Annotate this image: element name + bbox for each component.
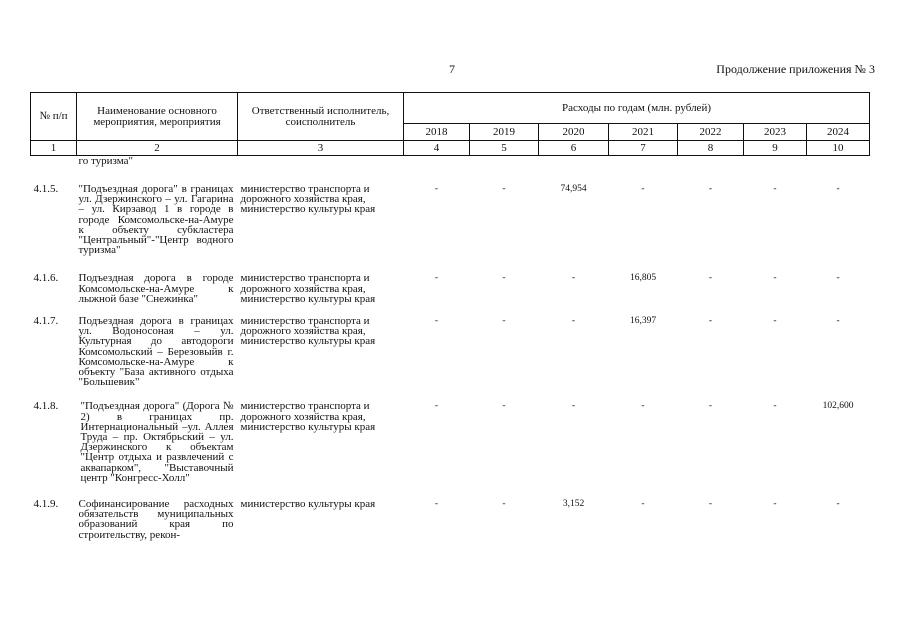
table-row bbox=[31, 316, 870, 387]
header-year-2023: 2023 bbox=[744, 124, 807, 141]
header-year-2018: 2018 bbox=[404, 124, 470, 141]
expense-value-2021: 16,397 bbox=[629, 316, 657, 327]
expense-value-2021: - bbox=[641, 184, 645, 194]
header-col-number: 6 bbox=[539, 141, 609, 156]
expense-value-2022: - bbox=[708, 273, 713, 284]
expense-value-2024: 102,600 bbox=[822, 401, 854, 412]
expenses-table-container bbox=[30, 92, 869, 540]
expense-value-2024: - bbox=[836, 184, 840, 194]
expense-value-2023: - bbox=[773, 316, 777, 327]
expense-value-2021: - bbox=[641, 401, 645, 412]
expense-value-2023: - bbox=[773, 184, 777, 194]
expense-value-2023: - bbox=[773, 499, 777, 510]
executor: министерство транспорта и дорожного хозяйства края, министерство культуры края bbox=[240, 272, 376, 305]
table-row bbox=[31, 401, 870, 483]
expense-value-2024: - bbox=[836, 316, 840, 327]
row-number: 4.1.7. bbox=[33, 315, 59, 328]
expense-value-2019: - bbox=[502, 273, 506, 284]
event-name: Софинансирование расходных обязательств муниципальных образований края по строительству, рекон- bbox=[78, 498, 234, 541]
expense-value-2018: - bbox=[434, 499, 439, 510]
header-year-2020: 2020 bbox=[539, 124, 609, 141]
expense-value-2024: - bbox=[836, 499, 840, 510]
expense-value-2022: - bbox=[708, 316, 713, 327]
event-name: Подъездная дорога в городе Комсомольске-на-Амуре к лыжной базе "Снежинка" bbox=[78, 272, 234, 305]
header-col-number: 7 bbox=[609, 141, 678, 156]
expenses-table bbox=[30, 92, 870, 540]
event-name: Подъездная дорога в границах ул. Водоносоная – ул. Культурная до автодороги Комсомольский – Березовыйв г. Комсомольске-на-Амуре к объекту "База активного отдыха "Большевик" bbox=[78, 315, 234, 389]
header-costs: Расходы по годам (млн. рублей) bbox=[404, 93, 870, 124]
expense-value-2020: - bbox=[571, 401, 576, 412]
page-number: 7 bbox=[449, 62, 455, 76]
header-executor: Ответственный исполнитель, соисполнитель bbox=[238, 93, 404, 141]
expense-value-2019: - bbox=[502, 184, 506, 194]
expense-value-2021: - bbox=[641, 499, 645, 510]
executor: министерство транспорта и дорожного хозяйства края, министерство культуры края bbox=[240, 400, 376, 433]
table-row bbox=[31, 184, 870, 255]
expense-value-2018: - bbox=[434, 184, 439, 194]
event-name: "Подъездная дорога" (Дорога № 2) в границах пр. Интернациональный –ул. Аллея Труда – пр. Октябрьский – ул. Дзержинского к объектам "Центр отдыха и развлечений с аквапарком", "Выставочный центр "Конгресс-Холл" bbox=[80, 400, 234, 484]
expense-value-2022: - bbox=[708, 401, 713, 412]
expense-value-2020: - bbox=[571, 273, 576, 284]
event-name: "Подъездная дорога" в границах ул. Дзержинского – ул. Гагарина – ул. Кирзавод 1 в городе в городе Комсомольске-на-Амуре к объекту субкластера "Центральный"-"Центр водного туризма" bbox=[78, 183, 234, 257]
expense-value-2019: - bbox=[502, 499, 506, 510]
continuation-label: Продолжение приложения № 3 bbox=[716, 62, 875, 76]
header-col-number: 3 bbox=[238, 141, 404, 156]
row-number: 4.1.6. bbox=[33, 272, 59, 285]
expense-value-2018: - bbox=[434, 316, 439, 327]
row-number: 4.1.9. bbox=[33, 498, 59, 511]
header-year-2019: 2019 bbox=[470, 124, 539, 141]
expense-value-2023: - bbox=[773, 273, 777, 284]
executor: министерство транспорта и дорожного хозяйства края, министерство культуры края bbox=[240, 315, 376, 348]
table-row bbox=[31, 499, 870, 540]
expense-value-2022: - bbox=[708, 499, 713, 510]
executor: министерство транспорта и дорожного хозяйства края, министерство культуры края bbox=[240, 183, 376, 216]
row-number: 4.1.5. bbox=[33, 183, 59, 195]
header-col-number: 10 bbox=[807, 141, 870, 156]
header-col-number: 1 bbox=[31, 141, 77, 156]
header-col-number: 4 bbox=[404, 141, 470, 156]
carry-over-text: го туризма" bbox=[78, 155, 133, 167]
header-col-number: 8 bbox=[678, 141, 744, 156]
expense-value-2023: - bbox=[773, 401, 777, 412]
expense-value-2022: - bbox=[708, 184, 713, 194]
executor: министерство культуры края bbox=[240, 498, 376, 511]
expense-value-2020: - bbox=[571, 316, 576, 327]
header-col-number: 9 bbox=[744, 141, 807, 156]
expense-value-2021: 16,805 bbox=[629, 273, 657, 284]
table-row bbox=[31, 273, 870, 304]
header-num: № п/п bbox=[31, 93, 77, 141]
header-year-2022: 2022 bbox=[678, 124, 744, 141]
row-number: 4.1.8. bbox=[33, 400, 59, 413]
expense-value-2018: - bbox=[434, 273, 439, 284]
expense-value-2019: - bbox=[502, 401, 506, 412]
expense-value-2024: - bbox=[836, 273, 840, 284]
header-year-2021: 2021 bbox=[609, 124, 678, 141]
expense-value-2020: 3,152 bbox=[562, 499, 585, 510]
expense-value-2020: 74,954 bbox=[560, 184, 587, 194]
header-year-2024: 2024 bbox=[807, 124, 870, 141]
expense-value-2018: - bbox=[434, 401, 439, 412]
header-name: Наименование основного мероприятия, мероприятия bbox=[77, 93, 238, 141]
header-col-number: 5 bbox=[470, 141, 539, 156]
header-col-number: 2 bbox=[77, 141, 238, 156]
expense-value-2019: - bbox=[502, 316, 506, 327]
